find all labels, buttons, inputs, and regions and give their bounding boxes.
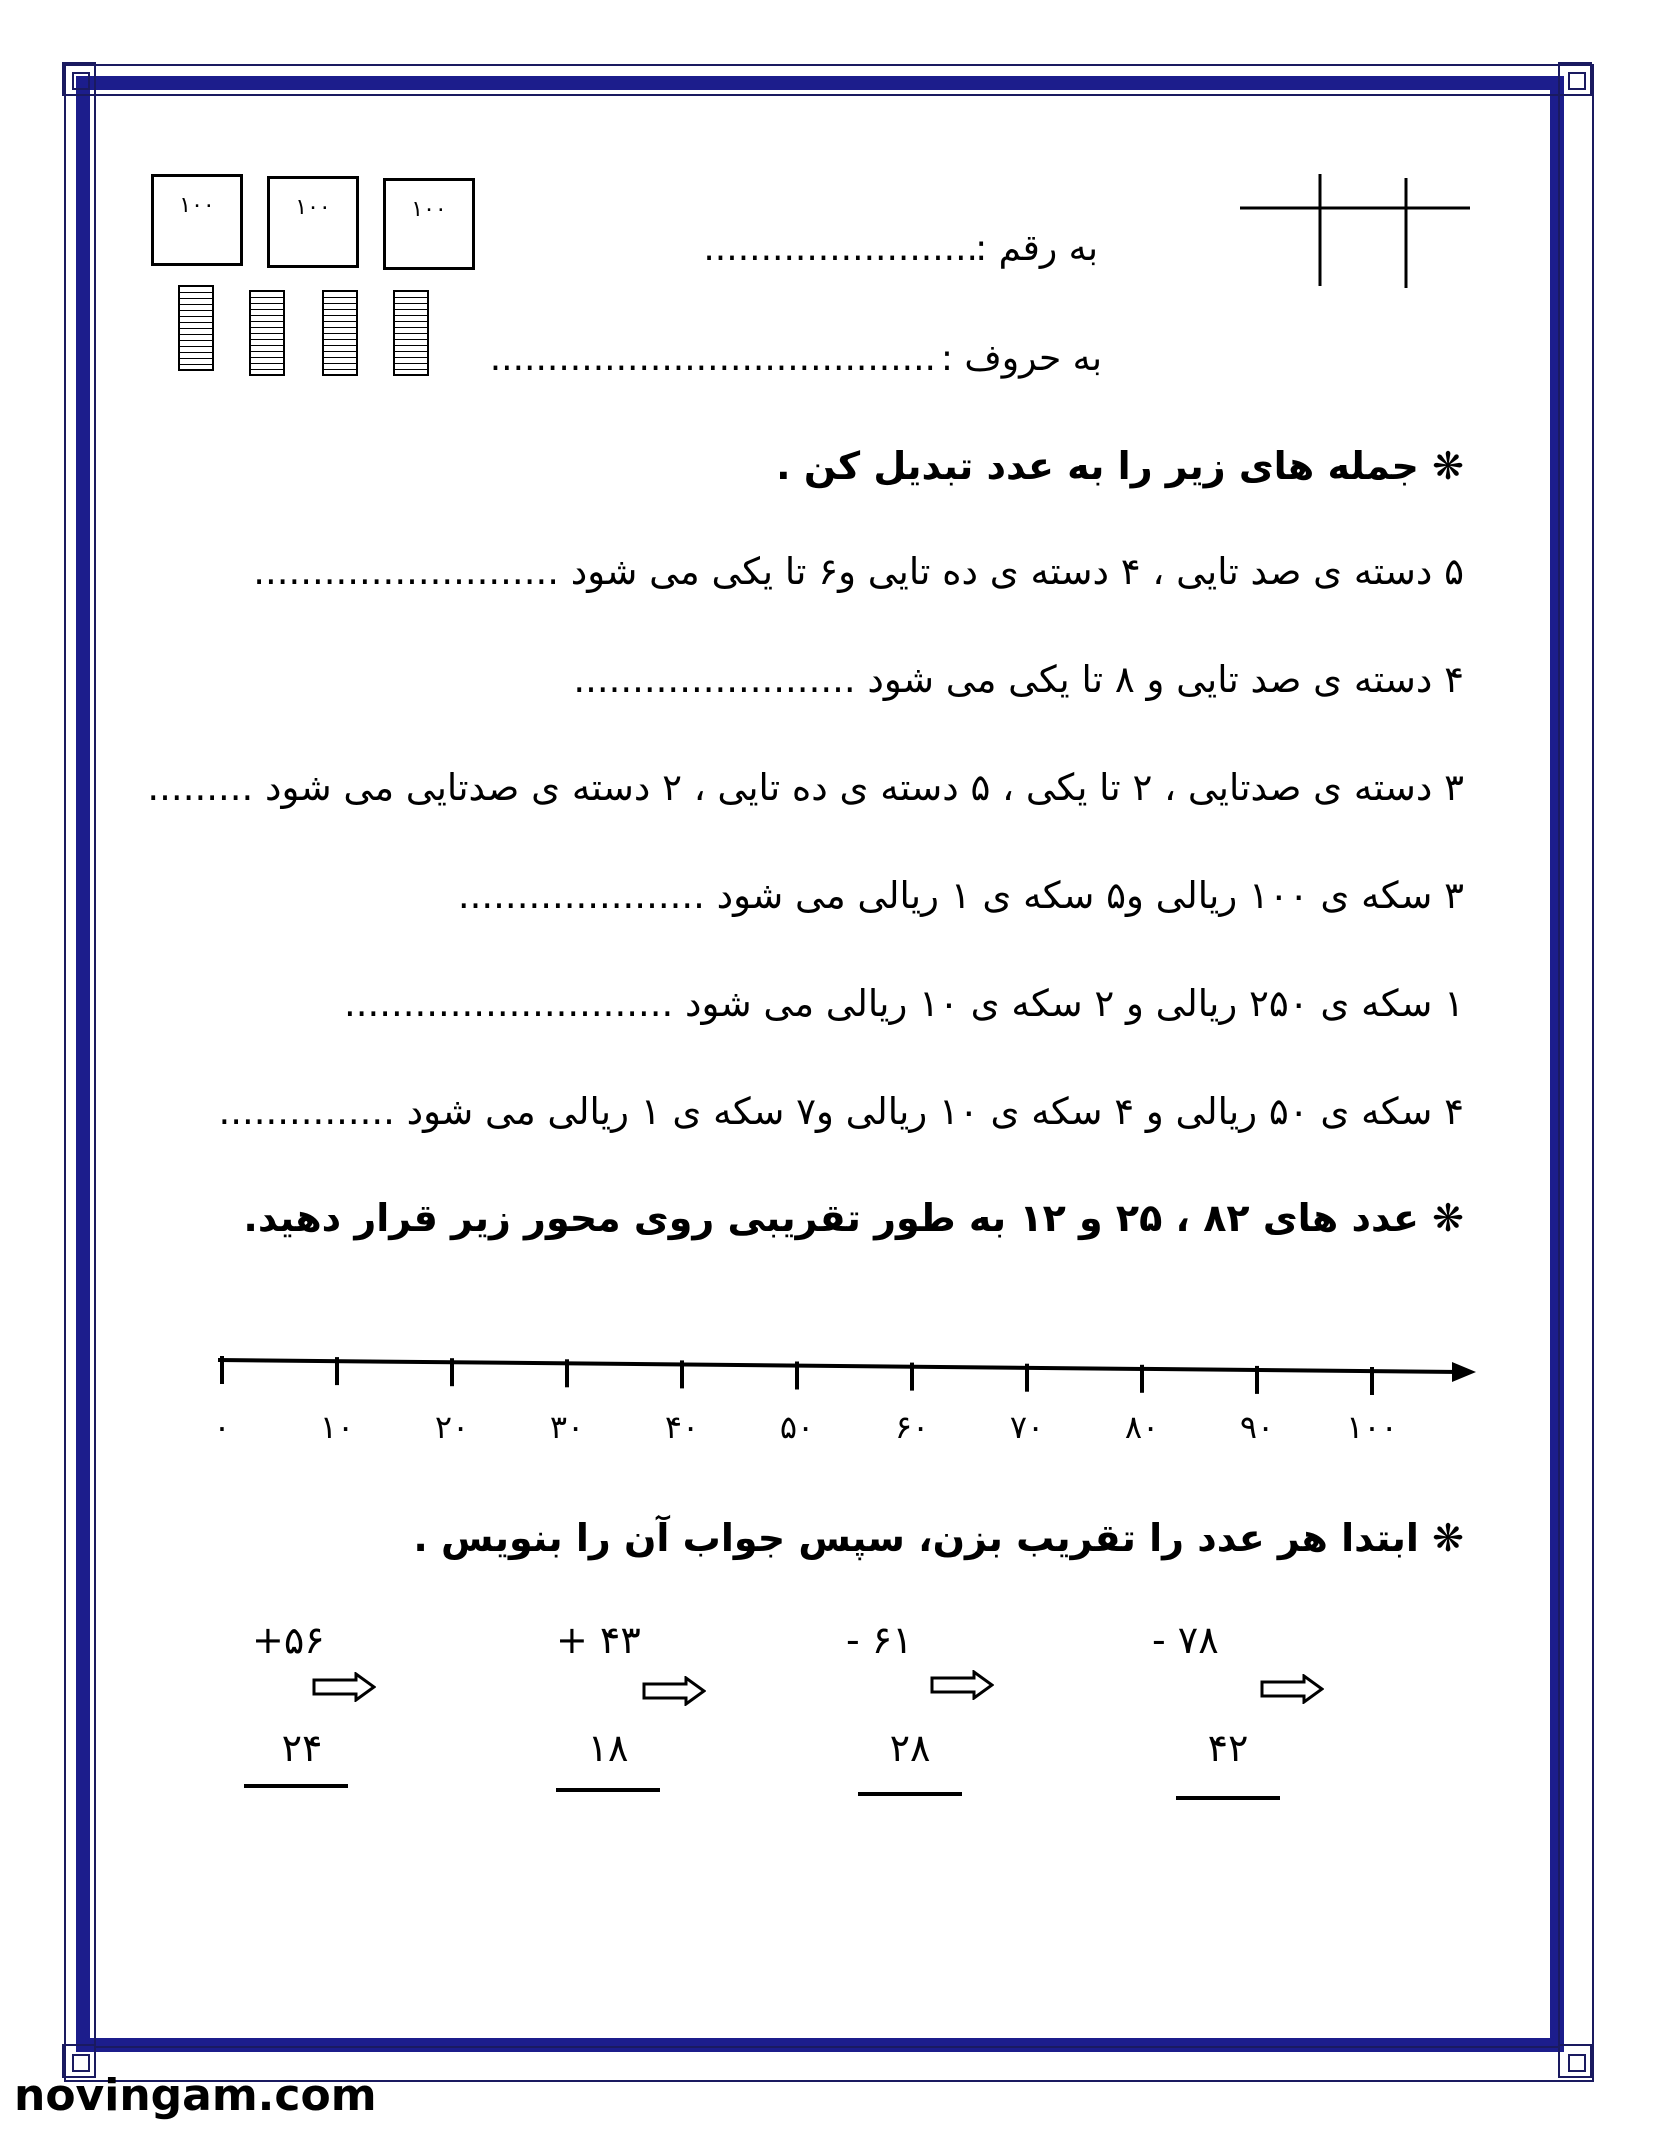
number-line-tick-label: ۱۰۰ (1346, 1408, 1398, 1446)
problem-bottom-number: ۱۸ (587, 1726, 629, 1770)
number-line-tick-label: ۴۰ (664, 1408, 700, 1446)
answer-underline (556, 1788, 660, 1792)
number-line-tick-label: ۵۰ (779, 1408, 815, 1446)
section3-heading-text: ابتدا هر عدد را تقریب بزن، سپس جواب آن را بنویس . (413, 1516, 1419, 1560)
double-arrow-icon (930, 1670, 994, 1700)
section2-heading-text: عدد های ۸۲ ، ۲۵ و ۱۲ به طور تقریبی روی محور زیر قرار دهید. (243, 1196, 1419, 1240)
problem-top-number: - ۶۱ (846, 1618, 913, 1662)
double-arrow-icon (1260, 1674, 1324, 1704)
double-arrow-icon (642, 1676, 706, 1706)
number-line-tick-label: ۰ (213, 1408, 231, 1446)
exercise-line[interactable]: ۴ دسته ی صد تایی و ۸ تا یکی می شود ........................ (573, 658, 1464, 701)
number-line-tick-label: ۶۰ (894, 1408, 930, 1446)
hundred-block: ۱۰۰ (383, 178, 475, 270)
words-answer-blank[interactable]: ....................................... (489, 338, 936, 379)
digits-label: به رقم : (975, 228, 1098, 269)
exercise-line[interactable]: ۱ سکه ی ۲۵۰ ریالی و ۲ سکه ی ۱۰ ریالی می شود ............................ (343, 982, 1464, 1025)
star-bullet-icon: ❋ (1432, 1196, 1464, 1240)
words-label: به حروف : (940, 338, 1102, 379)
answer-underline (858, 1792, 962, 1796)
double-arrow-icon (312, 1672, 376, 1702)
exercise-line[interactable]: ۴ سکه ی ۵۰ ریالی و ۴ سکه ی ۱۰ ریالی و۷ سکه ی ۱ ریالی می شود ............... (218, 1090, 1464, 1133)
problem-top-number: +۵۶ (252, 1618, 325, 1662)
answer-underline (1176, 1796, 1280, 1800)
problem-bottom-number: ۴۲ (1207, 1726, 1249, 1770)
number-line-tick-label: ۳۰ (549, 1408, 585, 1446)
hundred-block: ۱۰۰ (267, 176, 359, 268)
hundred-block: ۱۰۰ (151, 174, 243, 266)
number-line-tick-label: ۱۰ (319, 1408, 355, 1446)
exercise-line[interactable]: ۳ سکه ی ۱۰۰ ریالی و۵ سکه ی ۱ ریالی می شود ..................... (457, 874, 1464, 917)
problem-top-number: - ۷۸ (1152, 1618, 1219, 1662)
number-line-tick-label: ۷۰ (1009, 1408, 1045, 1446)
number-line-tick-label: ۹۰ (1239, 1408, 1275, 1446)
number-line-axis (218, 1360, 1460, 1372)
problem-top-number: + ۴۳ (556, 1618, 641, 1662)
star-bullet-icon: ❋ (1432, 1516, 1464, 1560)
section1-heading-text: جمله های زیر را به عدد تبدیل کن . (776, 444, 1419, 488)
problem-bottom-number: ۲۴ (281, 1726, 323, 1770)
arrow-head-icon (1452, 1362, 1476, 1382)
number-line-tick-label: ۲۰ (434, 1408, 470, 1446)
site-watermark: novingam.com (14, 2070, 377, 2121)
problem-bottom-number: ۲۸ (889, 1726, 931, 1770)
star-bullet-icon: ❋ (1432, 444, 1464, 488)
section3-heading (413, 1516, 1464, 1560)
exercise-line[interactable]: ۳ دسته ی صدتایی ، ۲ تا یکی ، ۵ دسته ی ده تایی ، ۲ دسته ی صدتایی می شود ......... (147, 766, 1464, 809)
exercise-line[interactable]: ۵ دسته ی صد تایی ، ۴ دسته ی ده تایی و۶ تا یکی می شود .......................... (253, 550, 1464, 593)
answer-underline (244, 1784, 348, 1788)
digits-answer-blank[interactable]: ........................ (703, 228, 978, 269)
number-line-tick-label: ۸۰ (1124, 1408, 1160, 1446)
